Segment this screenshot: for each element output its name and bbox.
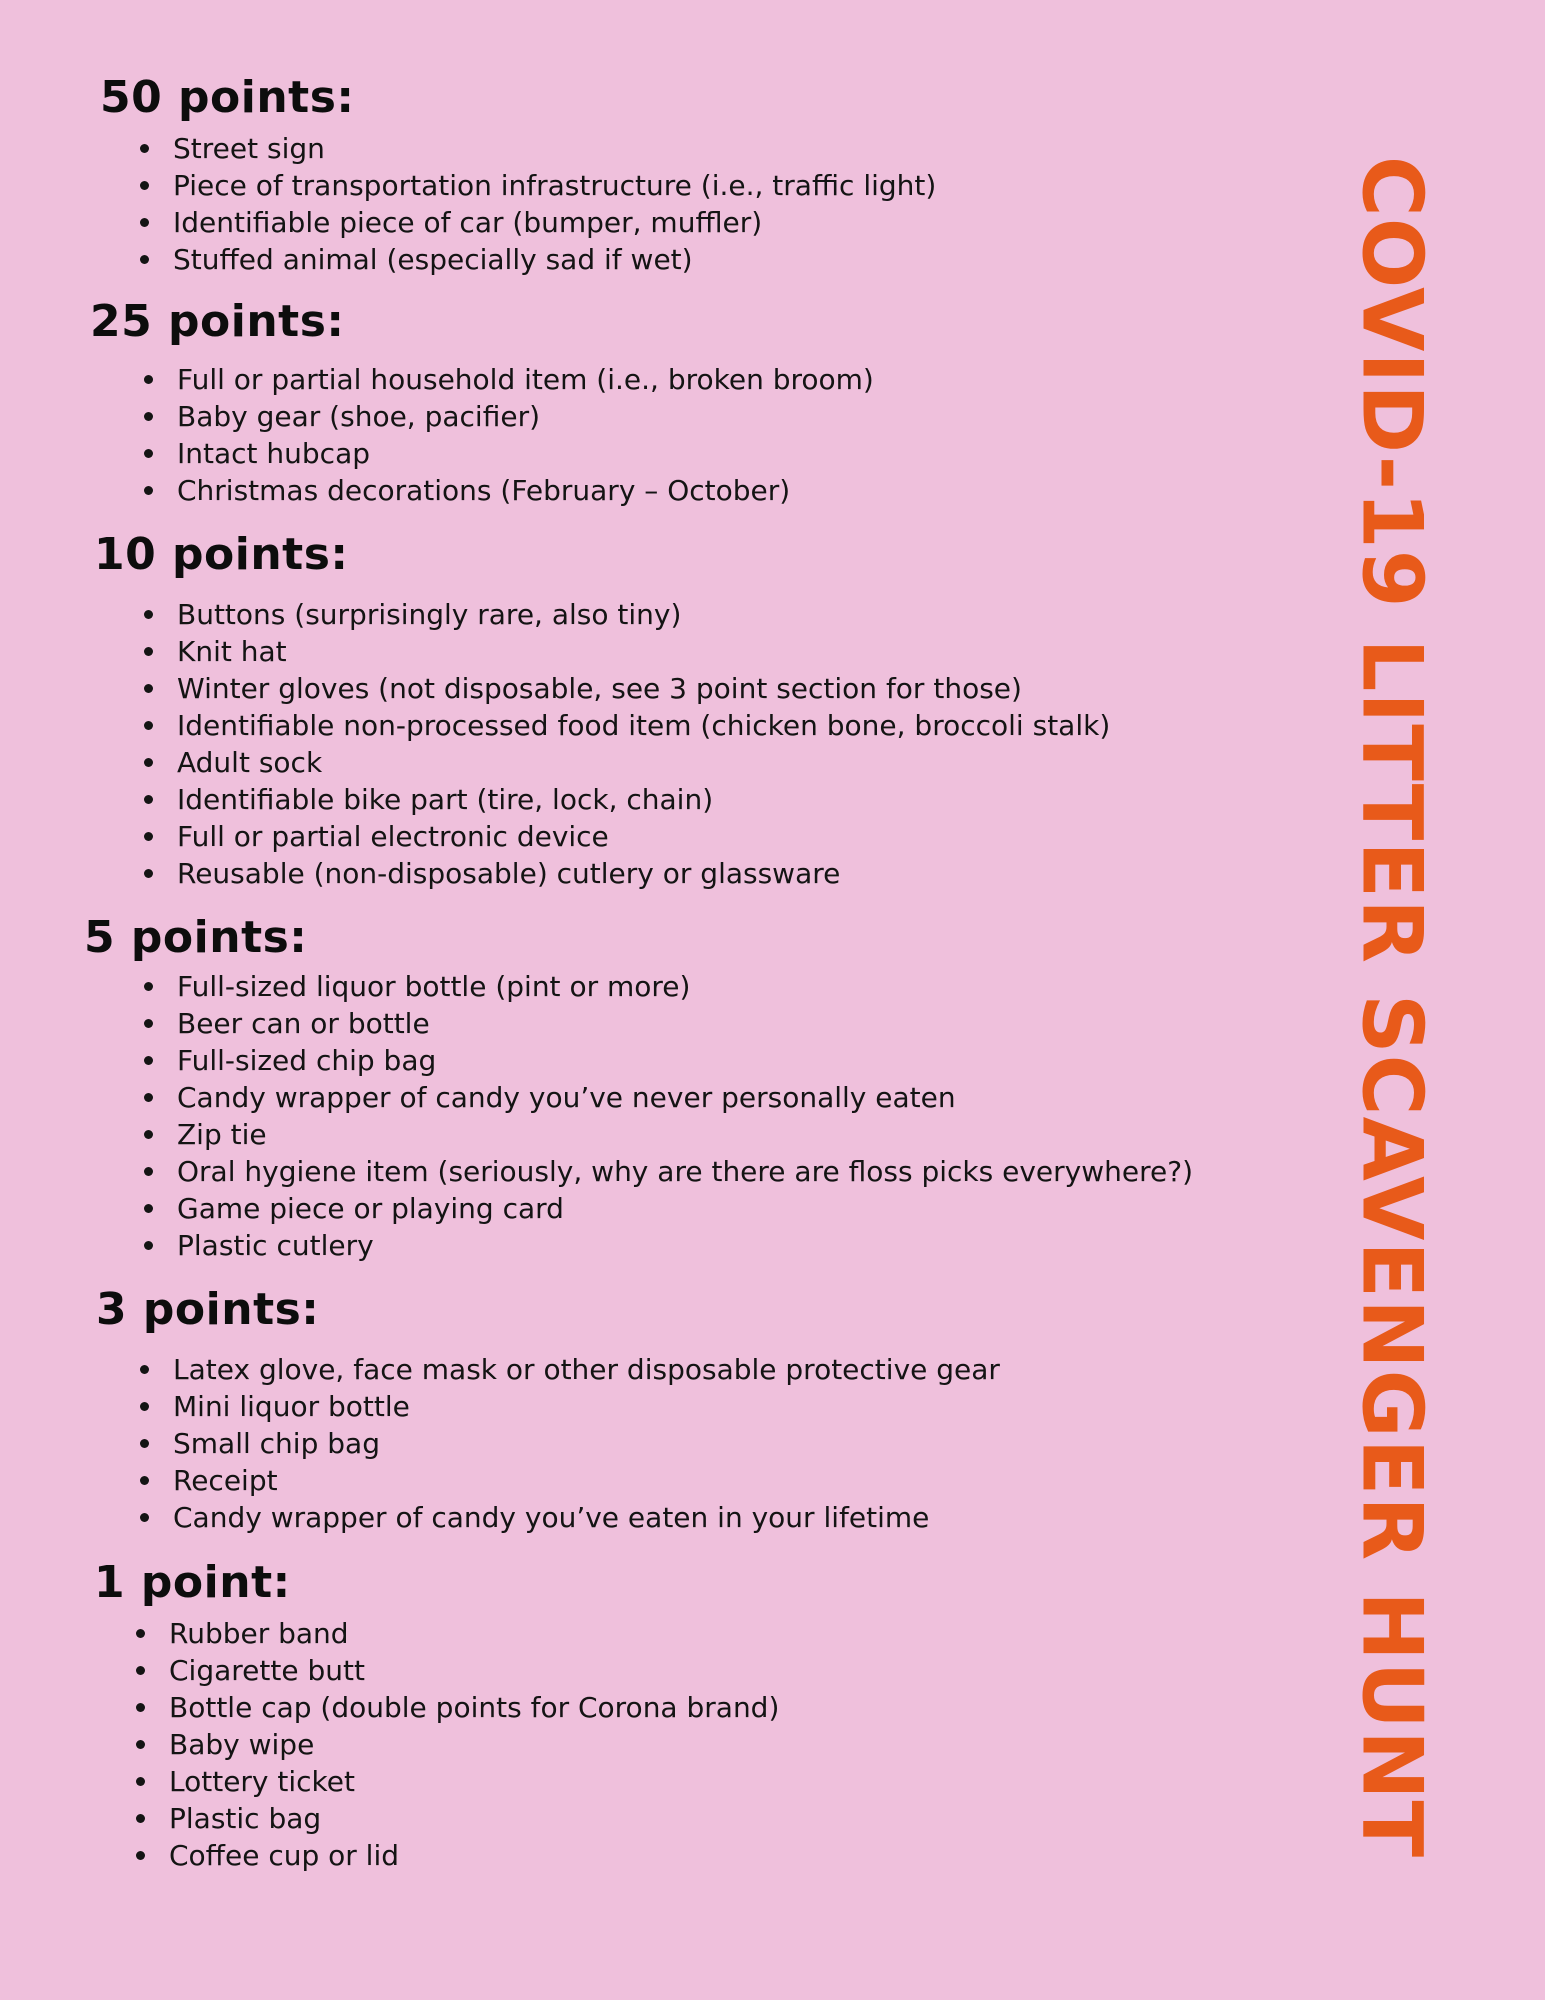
bullet-icon: [140, 218, 149, 227]
list-item: Identifiable bike part (tire, lock, chain): [134, 781, 1110, 818]
list-item: Lottery ticket: [126, 1763, 779, 1800]
section-heading: 10 points:: [94, 529, 349, 580]
list-item: Buttons (surprisingly rare, also tiny): [134, 596, 1110, 633]
list-item: Knit hat: [134, 633, 1110, 670]
list-item: Baby wipe: [126, 1726, 779, 1763]
bullet-icon: [140, 181, 149, 190]
list-item: Beer can or bottle: [134, 1005, 1193, 1042]
list-item: Latex glove, face mask or other disposable protective gear: [130, 1351, 1000, 1388]
section-heading: 25 points:: [90, 296, 345, 347]
list-item: Rubber band: [126, 1615, 779, 1652]
bullet-icon: [140, 255, 149, 264]
item-list: [130, 1351, 1000, 1536]
list-item: Identifiable piece of car (bumper, muffler): [130, 204, 936, 241]
bullet-icon: [144, 647, 153, 656]
section-50-points: [100, 72, 936, 278]
list-item: Piece of transportation infrastructure (i.e., traffic light): [130, 167, 936, 204]
bullet-icon: [136, 1703, 145, 1712]
bullet-icon: [144, 375, 153, 384]
bullet-icon: [144, 610, 153, 619]
bullet-icon: [136, 1629, 145, 1638]
bullet-icon: [144, 1204, 153, 1213]
list-item: Oral hygiene item (seriously, why are there are floss picks everywhere?): [134, 1153, 1193, 1190]
bullet-icon: [144, 1130, 153, 1139]
bullet-icon: [144, 412, 153, 421]
list-item: Full or partial household item (i.e., broken broom): [134, 361, 874, 398]
list-item: Full-sized chip bag: [134, 1042, 1193, 1079]
list-item: Receipt: [130, 1462, 1000, 1499]
bullet-icon: [144, 1093, 153, 1102]
bullet-icon: [144, 486, 153, 495]
list-item: Winter gloves (not disposable, see 3 point section for those): [134, 670, 1110, 707]
list-item: Plastic cutlery: [134, 1227, 1193, 1264]
bullet-icon: [144, 1019, 153, 1028]
section-heading: 1 point:: [94, 1557, 291, 1608]
bullet-icon: [136, 1777, 145, 1786]
bullet-icon: [144, 982, 153, 991]
section-5-points: [84, 912, 1193, 1264]
list-item: Game piece or playing card: [134, 1190, 1193, 1227]
list-item: Candy wrapper of candy you’ve never personally eaten: [134, 1079, 1193, 1116]
list-item: Candy wrapper of candy you’ve eaten in your lifetime: [130, 1499, 1000, 1536]
bullet-icon: [144, 1056, 153, 1065]
list-item: Christmas decorations (February – October): [134, 472, 874, 509]
list-item: Bottle cap (double points for Corona brand): [126, 1689, 779, 1726]
bullet-icon: [136, 1740, 145, 1749]
item-list: [134, 361, 874, 509]
bullet-icon: [144, 795, 153, 804]
page-title: COVID-19 LITTER SCAVENGER HUNT: [1343, 155, 1441, 1859]
item-list: [126, 1615, 779, 1874]
list-item: Plastic bag: [126, 1800, 779, 1837]
list-item: Reusable (non-disposable) cutlery or glassware: [134, 855, 1110, 892]
list-item: Identifiable non-processed food item (chicken bone, broccoli stalk): [134, 707, 1110, 744]
bullet-icon: [144, 1241, 153, 1250]
bullet-icon: [144, 869, 153, 878]
bullet-icon: [140, 1513, 149, 1522]
bullet-icon: [140, 1402, 149, 1411]
section-25-points: [90, 296, 874, 509]
bullet-icon: [144, 449, 153, 458]
bullet-icon: [140, 144, 149, 153]
list-item: Cigarette butt: [126, 1652, 779, 1689]
item-list: [130, 130, 936, 278]
item-list: [134, 596, 1110, 892]
section-10-points: [94, 529, 1110, 892]
bullet-icon: [136, 1666, 145, 1675]
bullet-icon: [144, 684, 153, 693]
bullet-icon: [144, 832, 153, 841]
list-item: Mini liquor bottle: [130, 1388, 1000, 1425]
bullet-icon: [144, 721, 153, 730]
bullet-icon: [136, 1814, 145, 1823]
list-item: Full-sized liquor bottle (pint or more): [134, 968, 1193, 1005]
bullet-icon: [140, 1365, 149, 1374]
list-item: Full or partial electronic device: [134, 818, 1110, 855]
item-list: [134, 968, 1193, 1264]
list-item: Street sign: [130, 130, 936, 167]
list-item: Adult sock: [134, 744, 1110, 781]
bullet-icon: [144, 758, 153, 767]
list-item: Zip tie: [134, 1116, 1193, 1153]
bullet-icon: [140, 1476, 149, 1485]
section-1-point: [94, 1557, 779, 1874]
list-item: Stuffed animal (especially sad if wet): [130, 241, 936, 278]
list-item: Small chip bag: [130, 1425, 1000, 1462]
list-item: Coffee cup or lid: [126, 1837, 779, 1874]
section-heading: 50 points:: [100, 72, 355, 123]
list-item: Baby gear (shoe, pacifier): [134, 398, 874, 435]
section-heading: 5 points:: [84, 912, 308, 963]
list-item: Intact hubcap: [134, 435, 874, 472]
section-3-points: [96, 1284, 1000, 1536]
bullet-icon: [136, 1851, 145, 1860]
bullet-icon: [144, 1167, 153, 1176]
bullet-icon: [140, 1439, 149, 1448]
section-heading: 3 points:: [96, 1284, 320, 1335]
